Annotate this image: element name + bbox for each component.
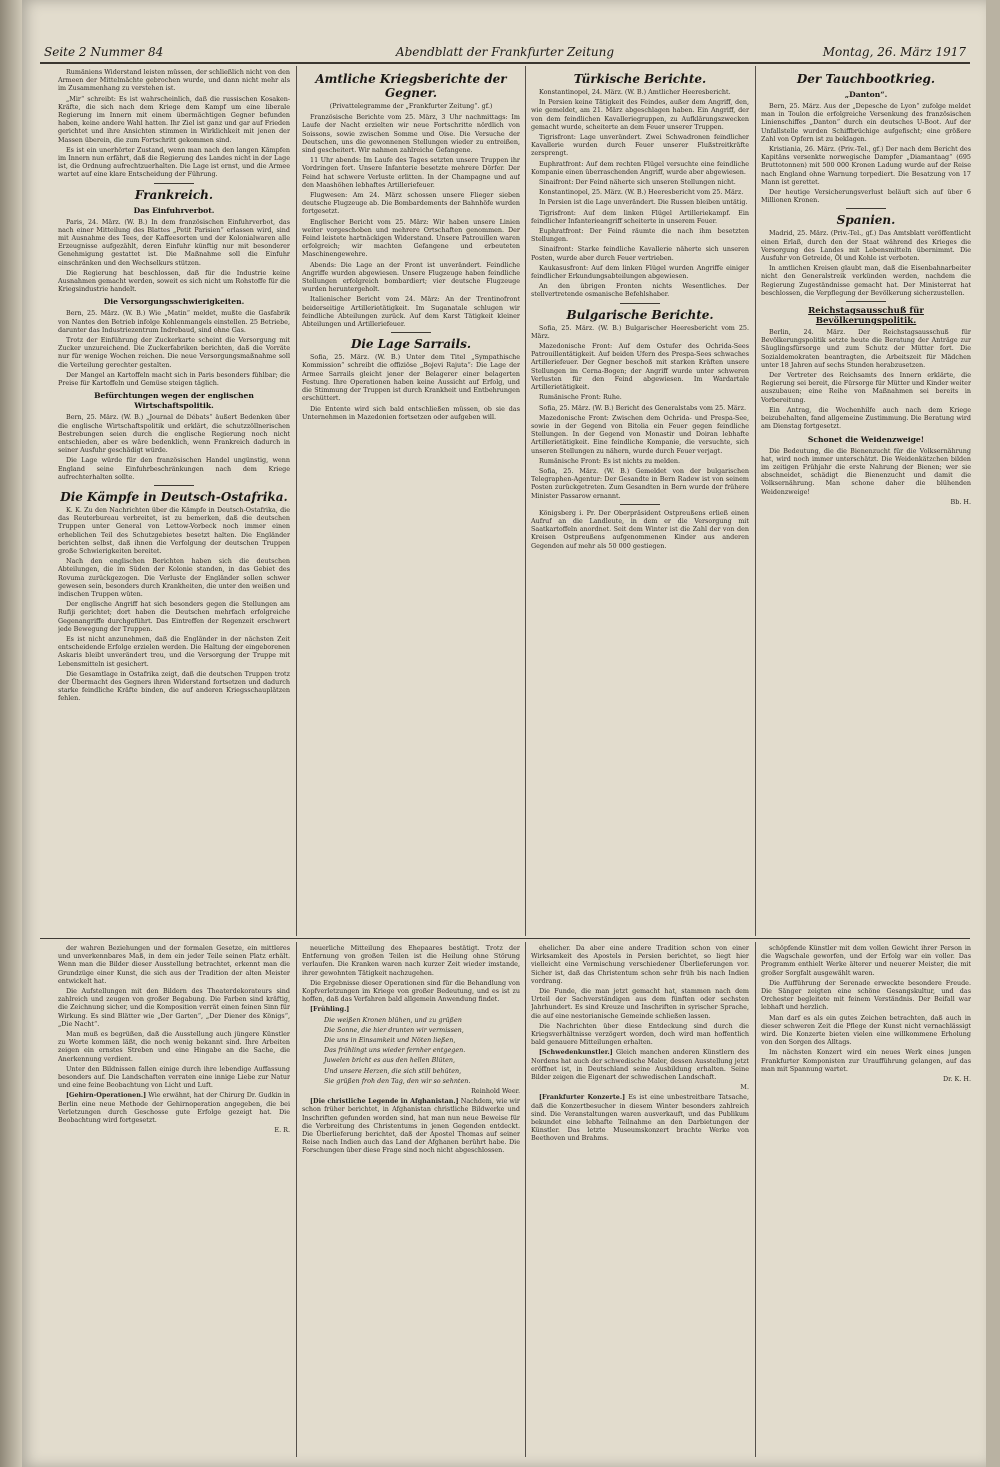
paragraph: Paris, 24. März. (W. B.) In dem französischen Einfuhrverbot, das nach einer Mitteilung des Blattes „Petit Parisien“ erlassen wird, sind mit Ausnahme des Tees, der Kaffeesorten und der Kolonialwaren alle Erzeugnisse aufgezählt, deren Einfuhr künftig nur mit besonderer Genehmigung gestattet ist. Die Maßnahme soll die Einfuhr einschränken und den Wechselkurs stützen.: [58, 217, 290, 267]
divider: [846, 208, 886, 209]
paragraph: Berlin, 24. März. Der Reichstagsausschuß für Bevölkerungspolitik setzte heute die Beratung der Anträge zur Säuglingsfürsorge und zum Schutz der Mütter fort. Die Sozialdemokraten beantragten, die Arbeitszeit für Mädchen unter 18 Jahren auf sechs Stunden herabzusetzen.: [761, 328, 971, 369]
column-1: [58, 68, 290, 934]
paragraph: Tigrisfront: Lage unverändert. Zwei Schwadronen feindlicher Kavallerie wurden durch Feuer unserer Flußstreitkräfte zersprengt.: [531, 133, 749, 158]
paragraph: Königsberg i. Pr. Der Oberpräsident Ostpreußens erließ einen Aufruf an die Landleute, in dem er die Versorgung mit Saatkartoffeln anordnet. Seit dem Winter ist die Zahl der von den Kreisen Ostpreußens aufgenommenen Kinder aus anderen Gegenden auf mehr als 50 000 gestiegen.: [531, 508, 749, 550]
paragraph: [531, 1093, 749, 1142]
column-4: [761, 68, 971, 934]
paragraph: Italienischer Bericht vom 24. März: An der Trentinofront beiderseitige Artillerietätigkeit. Im Suganatale schlugen wir feindliche Abteilungen zurück. Auf dem Karst Tätigkeit kleiner Abteilungen und Artilleriefeuer.: [302, 295, 520, 329]
paragraph: Französische Berichte vom 25. März, 3 Uhr nachmittags: Im Laufe der Nacht erzielten wir neue Fortschritte nördlich von Soissons, sowie zwischen Somme und Oise. Die Versuche der Deutschen, uns die gewonnenen Stellungen wieder zu entreißen, sind gescheitert. Wir nahmen zahlreiche Gefangene.: [302, 113, 520, 155]
section-heading-reichstag: Reichstagsausschuß für Bevölkerungspolitik.: [808, 306, 924, 327]
subheading-weidenzweige: Schonet die Weidenzweige!: [807, 434, 925, 444]
paragraph: Mazedonische Front: Auf dem Ostufer des Ochrida-Sees Patrouillentätigkeit. Auf beiden Ufern des Prespa-Sees schwaches Artilleriefeuer. Der Gegner beschoß mit starken Kräften unsere Stellungen im Cerna-Bogen; der Angriff wurde unter schweren Verlusten für den Feind abgewiesen. Im Wardartale Artillerietätigkeit.: [531, 342, 749, 392]
paragraph: Nach den englischen Berichten haben sich die deutschen Abteilungen, die im Süden der Kolonie standen, in das Gebiet des Rovuma zurückgezogen. Die Verluste der Engländer sollen schwer gewesen sein, besonders durch Krankheiten, die unter den weißen und indischen Truppen wüten.: [58, 557, 290, 598]
paragraph: Unter den Bildnissen fallen einige durch ihre lebendige Auffassung besonders auf. Die Landschaften verraten eine innige Liebe zur Natur und eine feine Beobachtung von Licht und Luft.: [58, 1064, 290, 1090]
paragraph: Trotz der Einführung der Zuckerkarte scheint die Versorgung mit Zucker unzureichend. Die Zuckerfabriken berichten, daß die Vorräte nur für wenige Wochen reichen. Die neue Versorgungsmaßnahme soll die Verteilung gerechter gestalten.: [58, 336, 290, 369]
column-rule: [296, 66, 297, 936]
paragraph: Die Entente wird sich bald entschließen müssen, ob sie das Unternehmen in Mazedonien fortsetzen oder aufgeben will.: [302, 404, 520, 421]
paragraph: Rumänische Front: Ruhe.: [539, 393, 622, 402]
paragraph: Die Aufstellungen mit den Bildern des Theaterdekorateurs sind zahlreich und zeugen von großer Begabung. Die Farben sind kräftig, die Zeichnung sicher, und die Komposition verrät einen feinen Sinn für Wirkung. Es sind Blätter wie „Der Garten“, „Der Diener des Königs“, „Die Nacht“.: [58, 987, 290, 1028]
subheading-versorgung: Die Versorgungsschwierigkeiten.: [103, 297, 245, 307]
paragraph: schöpfende Künstler mit dem vollen Gewicht ihrer Person in die Wagschale geworfen, und der Erfolg war ein voller. Das Programm enthielt Werke älterer und neuerer Meister, die mit großer Sorgfalt ausgewählt waren.: [761, 944, 971, 977]
note-text: Es ist eine unbestreitbare Tatsache, daß die Konzertbesucher in diesem Winter besonders zahlreich sind. Die Veranstaltungen waren ausverkauft, und das Publikum bekundet eine lebhafte Teilnahme an den Darbietungen der Künstler. Das letzte Museumskonzert brachte Werke von Beethoven und Brahms.: [531, 1093, 749, 1143]
paragraph: Bern, 25. März. Aus der „Depesche de Lyon“ zufolge meldet man in Toulon die erfolgreiche Versenkung des französischen Linienschiffes „Danton“ durch ein deutsches U-Boot. Auf der Unfallstelle wurden Schiffbrüchige aufgefischt; eine größere Zahl von Opfern ist zu beklagen.: [761, 102, 971, 143]
column-2: [302, 68, 520, 934]
subheading-danton: „Danton“.: [844, 90, 888, 99]
divider: [391, 332, 431, 333]
signature: E. R.: [274, 1126, 290, 1135]
paragraph: Konstantinopel, 25. März. (W. B.) Heeresbericht vom 25. März.: [539, 188, 744, 197]
paragraph: Englischer Bericht vom 25. März: Wir haben unsere Linien weiter vorgeschoben und mehrere Ortschaften genommen. Der Feind leistete hartnäckigen Widerstand. Unsere Patrouillen waren erfolgreich; wir machten Gefangene und erbeuteten Maschinengewehre.: [302, 217, 520, 259]
column-rule: [525, 942, 526, 1457]
paragraph: Sofia, 25. März. (W. B.) Gemeldet von der bulgarischen Telegraphen-Agentur: Der Gesandte in Bern Radew ist von seinem Posten zurückgetreten. Zum Gesandten in Bern wurde der frühere Minister Passarow ernannt.: [531, 466, 749, 500]
subheading-wirtschaftspolitik: Befürchtungen wegen der englischen Wirtschaftspolitik.: [94, 391, 254, 411]
paragraph: Die Aufführung der Serenade erweckte besondere Freude. Die Sänger zeigten eine schöne Gesangskultur, und das Orchester begleitete mit feinem Verständnis. Der Beifall war lebhaft und herzlich.: [761, 978, 971, 1012]
poem-line: Juwelen bricht es aus den hellen Blüten,: [324, 1056, 456, 1065]
note-heading: [Die christliche Legende in Afghanistan.]: [310, 1097, 459, 1106]
paragraph: K. K. Zu den Nachrichten über die Kämpfe in Deutsch-Ostafrika, die das Reuterbureau verbreitet, ist zu bemerken, daß die deutschen Truppen unter General von Lettow-Vorbeck noch immer einen erheblichen Teil des Schutzgebietes besetzt halten. Die Engländer berichten selbst, daß ihnen die Verfolgung der deutschen Truppen große Schwierigkeiten bereitet.: [58, 505, 290, 555]
section-heading-bulgarische: Bulgarische Berichte.: [566, 307, 714, 322]
paragraph: Man darf es als ein gutes Zeichen betrachten, daß auch in dieser schweren Zeit die Pflege der Kunst nicht vernachlässigt wird. Die Konzerte bieten vielen eine willkommene Erholung von den Sorgen des Alltags.: [761, 1013, 971, 1047]
paragraph: Euphratfront: Auf dem rechten Flügel versuchte eine feindliche Kompanie einen überraschenden Angriff, wurde aber abgewiesen.: [531, 159, 749, 176]
paragraph: Die Gesamtlage in Ostafrika zeigt, daß die deutschen Truppen trotz der Übermacht des Gegners ihren Widerstand fortsetzen und dadurch starke feindliche Kräfte binden, die auf anderen Kriegsschauplätzen fehlen.: [58, 669, 290, 703]
paragraph: In amtlichen Kreisen glaubt man, daß die Eisenbahnarbeiter nicht den Generalstreik verkünden werden, nachdem die Regierung Zugeständnisse gemacht hat. Der Ministerrat hat beschlossen, die Verpflegung der Bevölkerung sicherzustellen.: [761, 264, 971, 297]
subheading-einfuhrverbot: Das Einfuhrverbot.: [133, 205, 215, 215]
page-header: [40, 44, 970, 64]
paragraph: Tigrisfront: Auf dem linken Flügel Artilleriekampf. Ein feindlicher Infanterieangriff scheiterte in unserem Feuer.: [531, 208, 749, 225]
paragraph: Sofia, 25. März. (W. B.) Unter dem Titel „Sympathische Kommission“ schreibt die offiziöse „Bojevi Rajuta“: Die Lage der Armee Sarrails gleicht jener der Belagerer einer belagerten Festung. Ihre Operationen haben keine Aussicht auf Erfolg, und die Stimmung der Truppen ist durch Krankheit und Entbehrungen erschüttert.: [302, 353, 520, 403]
section-heading-frankreich: Frankreich.: [134, 187, 214, 202]
column-rule: [755, 66, 756, 936]
paragraph: Die Lage würde für den französischen Handel ungünstig, wenn England seine Einfuhrbeschränkungen nach dem Kriege aufrechterhalten sollte.: [58, 456, 290, 481]
feuilleton-column-3: [531, 944, 749, 1456]
poem-heading: [Frühling.]: [310, 1005, 350, 1014]
feuilleton-column-4: [761, 944, 971, 1456]
note-heading: [Schwedenkunstler.]: [539, 1048, 613, 1057]
paragraph: Sofia, 25. März. (W. B.) Bericht des Generalstabs vom 25. März.: [539, 403, 747, 412]
note-text: Nachdem, wie wir schon früher berichtet, in Afghanistan christliche Bildwerke und Inschriften gefunden worden sind, hat man nun neue Beweise für die Verbreitung des Christentums in jenen Gegenden entdeckt. Die Überlieferung berichtet, daß der Apostel Thomas auf seiner Reise nach Indien auch das Land der Afghanen berührt habe. Die Forschungen über diese Frage sind noch nicht abgeschlossen.: [302, 1097, 520, 1155]
byline: (Privattelegramme der „Frankfurter Zeitung“. gf.): [329, 102, 493, 110]
divider: [846, 301, 886, 302]
paragraph: neuerliche Mitteilung des Ehepaares bestätigt. Trotz der Entfernung von großen Teilen ist die Heilung ohne Störung verlaufen. Die Kranken waren nach kurzer Zeit wieder imstande, ihrer gewohnten Tätigkeit nachzugehen.: [302, 944, 520, 977]
paragraph: Bern, 25. März. (W. B.) „Journal de Débats“ äußert Bedenken über die englische Wirtschaftspolitik und erklärt, die schutzzöllnerischen Bestrebungen seien durch die englische Regierung noch nicht entschieden, aber es wäre bedenklich, wenn Frankreich dadurch in seiner Ausfuhr geschädigt würde.: [58, 413, 290, 455]
section-heading-tuerkische: Türkische Berichte.: [573, 72, 707, 86]
poem-line: Die weißen Kronen blühen, und zu grüßen: [324, 1015, 462, 1024]
paragraph: Die Ergebnisse dieser Operationen sind für die Behandlung von Kopfverletzungen im Kriege von großer Bedeutung, und es ist zu hoffen, daß das Verfahren bald allgemein Anwendung findet.: [302, 978, 520, 1004]
paragraph: Bern, 25. März. (W. B.) Wie „Matin“ meldet, mußte die Gasfabrik von Nantes den Betrieb infolge Kohlenmangels einstellen. 25 Betriebe, darunter das Industriezentrum Indrebaud, sind ohne Gas.: [58, 309, 290, 334]
paragraph: Abends: Die Lage an der Front ist unverändert. Feindliche Angriffe wurden abgewiesen. Unsere Flugzeuge haben feindliche Stellungen erfolgreich bombardiert; vier deutsche Flugzeuge wurden heruntergeholt.: [302, 260, 520, 294]
note-text: Wie erwähnt, hat der Chirurg Dr. Gudkin in Berlin eine neue Methode der Gehirnoperation angegeben, die bei Verletzungen durch Geschosse gute Erfolge gezeigt hat. Die Beobachtung wird fortgesetzt.: [58, 1091, 290, 1125]
paragraph: Der Mangel an Kartoffeln macht sich in Paris besonders fühlbar; die Preise für Kartoffeln und Gemüse steigen täglich.: [58, 370, 290, 388]
paragraph: Der englische Angriff hat sich besonders gegen die Stellungen am Rufiji gerichtet; dort haben die Deutschen mehrfach erfolgreiche Gegenangriffe durchgeführt. Das Eintreffen der Regenzeit erschwert jede Bewegung der Truppen.: [58, 600, 290, 633]
paragraph: Euphratfront: Der Feind räumte die nach ihm besetzten Stellungen.: [531, 227, 749, 244]
poem-line: Die Sonne, die hier drunten wir vermissen,: [324, 1025, 464, 1034]
section-heading-sarrail: Die Lage Sarrails.: [350, 337, 472, 352]
paragraph: In Persien keine Tätigkeit des Feindes, außer dem Angriff, den, wie gemeldet, am 21. März abgeschlagen haben. Ein Angriff, der von dem feindlichen Kavalleriegruppen, zu Aufklärungszwecken gemacht wurde, scheiterte an dem Feuer unserer Truppen.: [531, 98, 749, 131]
column-3: [531, 68, 749, 934]
divider: [154, 485, 194, 486]
newspaper-title: Abendblatt der Frankfurter Zeitung: [395, 45, 615, 59]
paragraph: Rumänische Front: Es ist nichts zu melden.: [539, 456, 681, 465]
feuilleton-rule: [40, 938, 970, 939]
paragraph: Sofia, 25. März. (W. B.) Bulgarischer Heeresbericht vom 25. März.: [531, 323, 749, 340]
feuilleton-column-1: [58, 944, 290, 1456]
signature: Bb. H.: [950, 497, 971, 506]
paragraph: Kaukasusfront: Auf dem linken Flügel wurden Angriffe einiger feindlicher Erkundungsabteilungen abgewiesen.: [531, 263, 749, 281]
book-binding: [0, 0, 22, 1467]
paragraph: Madrid, 25. März. (Priv.-Tel., gf.) Das Amtsblatt veröffentlicht einen Erlaß, durch den der Staat während des Krieges die Versorgung des Landes mit Lebensmitteln übernimmt. Die Ausfuhr von Getreide, Öl und Kohle ist verboten.: [761, 229, 971, 263]
paragraph: Sinaifront: Starke feindliche Kavallerie näherte sich unseren Posten, wurde aber durch Feuer vertrieben.: [531, 245, 749, 262]
column-rule: [525, 66, 526, 936]
paragraph: Konstantinopel, 24. März. (W. B.) Amtlicher Heeresbericht.: [539, 88, 731, 96]
paragraph: Mazedonische Front: Zwischen dem Ochrida- und Prespa-See, sowie in der Gegend von Bitolia ein Feuer gegen feindliche Stellungen. In der Gegend von Monastir und Doiran lebhafte Artillerietätigkeit. Eine feindliche Kompanie, die versuchte, sich unseren Stellungen zu nähern, wurde durch Feuer verjagt.: [531, 413, 749, 455]
section-heading-ostafrika: Die Kämpfe in Deutsch-Ostafrika.: [60, 489, 288, 504]
feuilleton-column-2: [302, 944, 520, 1456]
paragraph: Die Funde, die man jetzt gemacht hat, stammen nach dem Urteil der Sachverständigen aus dem fünften oder sechsten Jahrhundert. Es sind Kreuze und Inschriften in syrischer Sprache, die auf eine nestorianische Gemeinde schließen lassen.: [531, 987, 749, 1020]
paragraph: der wahren Beziehungen und der formalen Gesetze, ein mittleres und unverkennbares Maß, in dem ein jeder Teile seinen Platz erhält. Wenn man die Bilder dieser Ausstellung betrachtet, erkennt man die Grundzüge einer Kunst, die sich aus der Tradition der alten Meister entwickelt hat.: [58, 944, 290, 985]
divider: [620, 504, 660, 505]
paragraph: Im nächsten Konzert wird ein neues Werk eines jungen Frankfurter Komponisten zur Uraufführung gelangen, auf das man mit Spannung wartet.: [761, 1048, 971, 1073]
section-heading-spanien: Spanien.: [836, 213, 896, 228]
note-heading: [Frankfurter Konzerte.]: [539, 1093, 626, 1102]
paragraph: Die Regierung hat beschlossen, daß für die Industrie keine Ausnahmen gemacht werden, soweit es sich nicht um Rohstoffe für die Kriegsindustrie handelt.: [58, 268, 290, 294]
poem-line: Das frühlingt uns wieder fernher entgegen.: [324, 1046, 466, 1055]
section-heading-kriegsberichte: Amtliche Kriegsberichte der Gegner.: [315, 72, 507, 100]
paragraph: An den übrigen Fronten nichts Wesentliches. Der stellvertretende osmanische Befehlshaber.: [531, 282, 749, 299]
paragraph: Der heutige Versicherungsverlust beläuft sich auf über 6 Millionen Kronen.: [761, 188, 971, 205]
poem-author: Reinhold Weer.: [471, 1087, 520, 1096]
paragraph: Kristiania, 26. März. (Priv.-Tel., gf.) Der nach dem Bericht des Kapitäns versenkte norwegische Dampfer „Diamantaag“ (695 Bruttotonnen) mit 500 000 Kronen Ladung wurde auf der Reise nach England ohne Warnung torpediert. Die Besatzung von 17 Mann ist gerettet.: [761, 145, 971, 186]
section-heading-tauchbootkrieg: Der Tauchbootkrieg.: [796, 72, 936, 86]
signature: Dr. K. H.: [943, 1075, 971, 1084]
poem-line: Und unsere Herzen, die sich still behüten,: [324, 1066, 462, 1075]
paragraph: Sinaifront: Der Feind näherte sich unseren Stellungen nicht.: [539, 178, 736, 187]
poem-line: Sie grüßen froh den Tag, den wir so sehnten.: [324, 1076, 471, 1085]
paragraph: Man muß es begrüßen, daß die Ausstellung auch jüngere Künstler zu Worte kommen läßt, die noch wenig bekannt sind. Ihre Arbeiten zeigen ein ernstes Streben und eine Hingabe an die Sache, die Anerkennung verdient.: [58, 1030, 290, 1063]
note-heading: [Gehirn-Operationen.]: [66, 1091, 147, 1100]
paragraph: Der Vertreter des Reichsamts des Innern erklärte, die Regierung sei bereit, die Fürsorge für Mütter und Kinder weiter auszubauen; eine Reihe von Maßnahmen sei bereits in Vorbereitung.: [761, 371, 971, 404]
paragraph: 11 Uhr abends: Im Laufe des Tages setzten unsere Truppen ihr Vordringen fort. Unsere Infanterie besetzte mehrere Dörfer. Der Feind hat schwere Verluste erlitten. In der Champagne und auf den Maashöhen lebhaftes Artilleriefeuer.: [302, 156, 520, 189]
paragraph: In Persien ist die Lage unverändert. Die Russen bleiben untätig.: [539, 198, 748, 207]
column-rule: [296, 942, 297, 1457]
paragraph: Rumäniens Widerstand leisten müssen, der schließlich nicht von den Armeen der Mittelmächte gebrochen wurde, und dann nicht mehr als im Zusammenhang zu verstehen ist.: [58, 68, 290, 93]
paragraph: Es ist nicht anzunehmen, daß die Engländer in der nächsten Zeit entscheidende Erfolge erzielen werden. Die Haltung der eingeborenen Askaris bleibt unverändert treu, und die Versorgung der Truppe mit Lebensmitteln ist gesichert.: [58, 634, 290, 668]
paragraph: [58, 1091, 290, 1124]
poem-line: Die uns in Einsamkeit und Nöten ließen,: [324, 1036, 456, 1045]
paragraph: Es ist ein unerhörter Zustand, wenn man nach den langen Kämpfen im Innern nun erfährt, daß die Regierung des Landes nicht in der Lage ist, die Ordnung aufrechtzuerhalten. Die Lage ist ernst, und die Armee wartet auf eine klare Entscheidung der Führung.: [58, 145, 290, 179]
paragraph: Die Bedeutung, die die Bienenzucht für die Volksernährung hat, wird noch immer unterschätzt. Die Weidenkätzchen bilden im zeitigen Frühjahr die erste Nahrung der Bienen; wer sie abschneidet, schädigt die Bienenzucht und damit die Volksernährung. Man schone daher die blühenden Weidenzweige!: [761, 446, 971, 496]
page-label: Seite 2 Nummer 84: [44, 45, 164, 59]
paragraph: Ein Antrag, die Wochenhilfe auch nach dem Kriege beizubehalten, fand allgemeine Zustimmung. Die Beratung wird am Dienstag fortgesetzt.: [761, 405, 971, 431]
paragraph: Flugwesen: Am 24. März schossen unsere Flieger sieben deutsche Flugzeuge ab. Die Bombardements der Bahnhöfe wurden fortgesetzt.: [302, 191, 520, 216]
paragraph: ehelicher. Da aber eine andere Tradition schon von einer Wirksamkeit des Apostels in Persien berichtet, so liegt hier vielleicht eine Vermischung verschiedener Überlieferungen vor. Sicher ist, daß das Christentum schon sehr früh bis nach Indien vordrang.: [531, 944, 749, 985]
column-rule: [755, 942, 756, 1457]
issue-date: Montag, 26. März 1917: [822, 45, 966, 59]
signature: M.: [740, 1083, 749, 1092]
note-text: Gleich manchen anderen Künstlern des Nordens hat auch der schwedische Maler, dessen Ausstellung jetzt eröffnet ist, in Deutschland seine Ausbildung erhalten. Seine Bilder zeigen die Eigenart der schwedischen Landschaft.: [531, 1048, 749, 1082]
paragraph: [531, 1048, 749, 1081]
paragraph: [302, 1097, 520, 1154]
paragraph: „Mir“ schreibt: Es ist wahrscheinlich, daß die russischen Kosaken-Kräfte, die sich nach dem Kriege dem Kampf um eine liberale Regierung im Innern mit einem übermächtigen Gegner befunden haben, keine andere Wahl hatten. Ihr Ziel ist ganz und gar auf Frieden gerichtet und ihre Ansichten stimmen in Wirklichkeit mit jenen der Massen überein, die zum Fortschritt gekommen sind.: [58, 94, 290, 144]
divider: [620, 303, 660, 304]
paragraph: Die Nachrichten über diese Entdeckung sind durch die Kriegsverhältnisse verzögert worden, doch wird man hoffentlich bald genauere Mitteilungen erhalten.: [531, 1021, 749, 1047]
divider: [154, 183, 194, 184]
